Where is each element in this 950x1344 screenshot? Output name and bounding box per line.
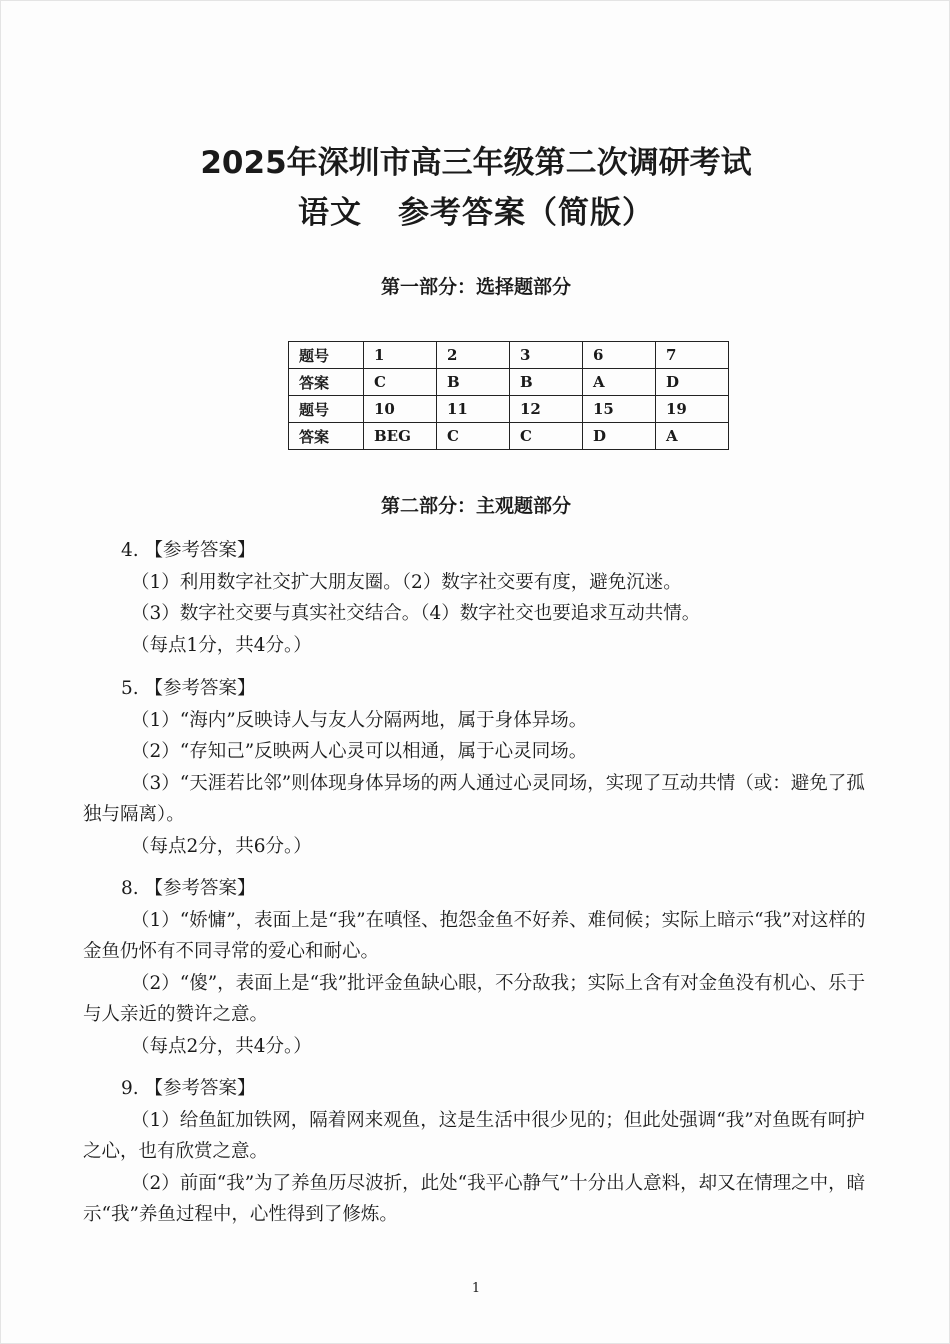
subject-label: 语文 [298,195,362,231]
answer-line: （2）“存知己”反映两人心灵可以相通，属于心灵同场。 [131,741,588,762]
table-cell: BEG [364,423,437,450]
table-cell: 19 [656,396,729,423]
answer-line: （2）前面“我”为了养鱼历尽波折，此处“我平心静气”十分出人意料，却又在情理之中，暗示“我”养鱼过程中，心性得到了修炼。 [83,1172,866,1225]
answer-line: （1）“海内”反映诗人与友人分隔两地，属于身体异场。 [131,709,588,731]
subtitle-text: 参考答案（简版） [398,195,654,231]
part2-heading: 第二部分：主观题部分 [380,495,571,517]
answer-line: （1）给鱼缸加铁网，隔着网来观鱼，这是生活中很少见的；但此处强调“我”对鱼既有呵护之心，也有欣赏之意。 [83,1109,865,1162]
question-4 [83,535,868,661]
document-subtitle [1,187,950,232]
table-cell: 10 [364,396,437,423]
table-row [289,396,729,423]
table-cell: 3 [510,342,583,369]
part1-heading: 第一部分：选择题部分 [380,276,571,298]
table-cell: 1 [364,342,437,369]
document-title: 2025年深圳市高三年级第二次调研考试 [200,145,752,181]
table-cell: A [583,369,656,396]
answer-line: （3）数字社交要与真实社交结合。（4）数字社交也要追求互动共情。 [131,603,701,624]
question-heading: 8. 【参考答案】 [121,878,256,899]
row-header-cell: 答案 [289,423,364,450]
answer-line: （1）“娇慵”，表面上是“我”在嗔怪、抱怨金鱼不好养、难伺候；实际上暗示“我”对这样的金鱼仍怀有不同寻常的爱心和耐心。 [83,909,866,962]
table-cell: 11 [437,396,510,423]
table-cell: 7 [656,342,729,369]
score-note: （每点2分，共6分。） [131,835,312,857]
answer-table [288,341,729,450]
table-cell: D [656,369,729,396]
score-note: （每点1分，共4分。） [131,634,312,656]
row-header-cell: 题号 [289,342,364,369]
question-heading: 9. 【参考答案】 [121,1078,256,1099]
table-cell: C [510,423,583,450]
table-row [289,369,729,396]
table-cell: 2 [437,342,510,369]
answer-line: （3）“天涯若比邻”则体现身体异场的两人通过心灵同场，实现了互动共情（或：避免了孤独与隔离）。 [83,772,865,825]
table-cell: 15 [583,396,656,423]
table-row [289,423,729,450]
table-cell: A [656,423,729,450]
row-header-cell: 答案 [289,369,364,396]
table-cell: 12 [510,396,583,423]
table-cell: C [437,423,510,450]
answer-line: （2）“傻”，表面上是“我”批评金鱼缺心眼，不分敌我；实际上含有对金鱼没有机心、乐于与人亲近的赞许之意。 [83,972,866,1025]
question-9 [83,1073,868,1231]
table-cell: B [437,369,510,396]
table-cell: 6 [583,342,656,369]
row-header-cell: 题号 [289,396,364,423]
question-8 [83,873,868,1062]
question-heading: 5. 【参考答案】 [121,678,256,699]
answer-line: （1）利用数字社交扩大朋友圈。（2）数字社交要有度，避免沉迷。 [131,571,682,593]
table-cell: C [364,369,437,396]
score-note: （每点2分，共4分。） [131,1035,312,1057]
question-5 [83,673,868,862]
question-heading: 4. 【参考答案】 [121,540,256,561]
table-cell: D [583,423,656,450]
table-cell: B [510,369,583,396]
page-number: 1 [471,1281,481,1296]
table-row [289,342,729,369]
